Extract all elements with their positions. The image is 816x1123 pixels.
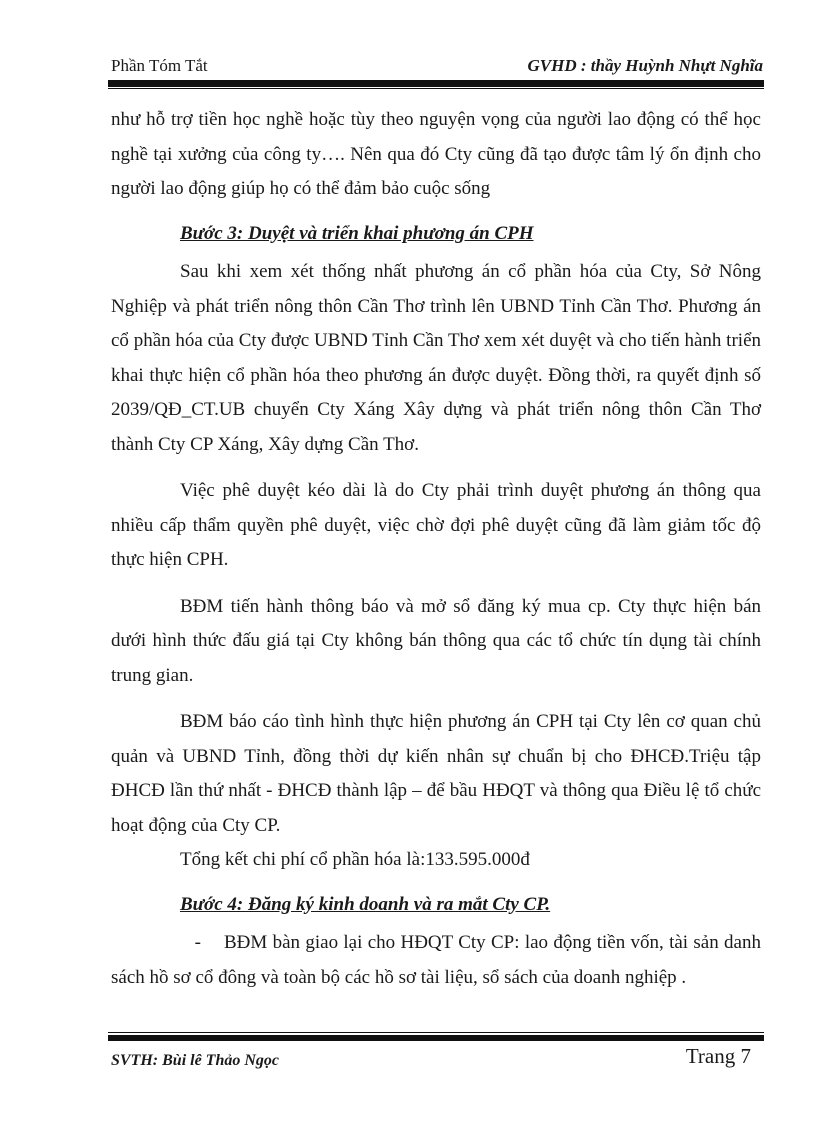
paragraph-delay: Việc phê duyệt kéo dài là do Cty phải trình duyệt phương án thông qua nhiều cấp thẩm quyền phê duyệt, việc chờ đợi phê duyệt cũng đã làm giảm tốc độ thực hiện CPH. bbox=[111, 480, 761, 570]
paragraph-approval: Sau khi xem xét thống nhất phương án cổ phần hóa của Cty, Sở Nông Nghiệp và phát triển nông thôn Cần Thơ trình lên UBND Tỉnh Cần Thơ. Phương án cổ phần hóa của Cty được UBND Tỉnh Cần Thơ xem xét duyệt và cho tiến hành triển khai thực hiện cổ phần hóa theo phương án được duyệt. Đồng thời, ra quyết định số 2039/QĐ_CT.UB chuyển Cty Xáng Xây dựng và phát triển nông thôn Cần Thơ thành Cty CP Xáng, Xây dựng Cần Thơ. bbox=[111, 261, 761, 455]
footer-student: SVTH: Bùi lê Thảo Ngọc bbox=[111, 1052, 280, 1069]
header-supervisor: GVHD : thầy Huỳnh Nhựt Nghĩa bbox=[527, 56, 763, 75]
header-rule-thick bbox=[108, 80, 764, 87]
paragraph-total-cost: Tổng kết chi phí cổ phần hóa là:133.595.000đ bbox=[180, 849, 530, 870]
bullet-dash: - bbox=[194, 932, 201, 953]
header-rule-thin bbox=[108, 88, 764, 89]
paragraph-registration: BĐM tiến hành thông báo và mở sổ đăng ký mua cp. Cty thực hiện bán dưới hình thức đấu giá tại Cty không bán thông qua các tổ chức tín dụng tài chính trung gian. bbox=[111, 595, 761, 686]
page-number: Trang 7 bbox=[685, 1044, 751, 1068]
document-body bbox=[111, 103, 761, 995]
footer-rule-thin bbox=[108, 1032, 764, 1033]
bullet-handover bbox=[111, 926, 761, 995]
paragraph-continuation: như hỗ trợ tiền học nghề hoặc tùy theo nguyện vọng của người lao động có thể học nghề tại xưởng của công ty…. Nên qua đó Cty cũng đã tạo được tâm lý ổn định cho người lao động giúp họ có thể đảm bảo cuộc sống bbox=[111, 109, 761, 199]
paragraph-report: BĐM báo cáo tình hình thực hiện phương án CPH tại Cty lên cơ quan chủ quản và UBND Tỉnh, đồng thời dự kiến nhân sự chuẩn bị cho ĐHCĐ.Triệu tập ĐHCĐ lần thứ nhất - ĐHCĐ thành lập – để bầu HĐQT và thông qua Điều lệ tổ chức hoạt động của Cty CP. bbox=[111, 711, 761, 836]
heading-step-3: Bước 3: Duyệt và triển khai phương án CPH bbox=[180, 222, 534, 244]
page-header bbox=[111, 56, 763, 80]
header-section-title: Phần Tóm Tắt bbox=[111, 56, 208, 75]
bullet-text: BĐM bàn giao lại cho HĐQT Cty CP: lao động tiền vốn, tài sản danh sách hồ sơ cổ đông và toàn bộ các hồ sơ tài liệu, sổ sách của doanh nghiệp . bbox=[111, 932, 761, 988]
footer-rule-thick bbox=[108, 1035, 764, 1041]
heading-step-4: Bước 4: Đăng ký kinh doanh và ra mắt Cty CP. bbox=[180, 893, 551, 915]
